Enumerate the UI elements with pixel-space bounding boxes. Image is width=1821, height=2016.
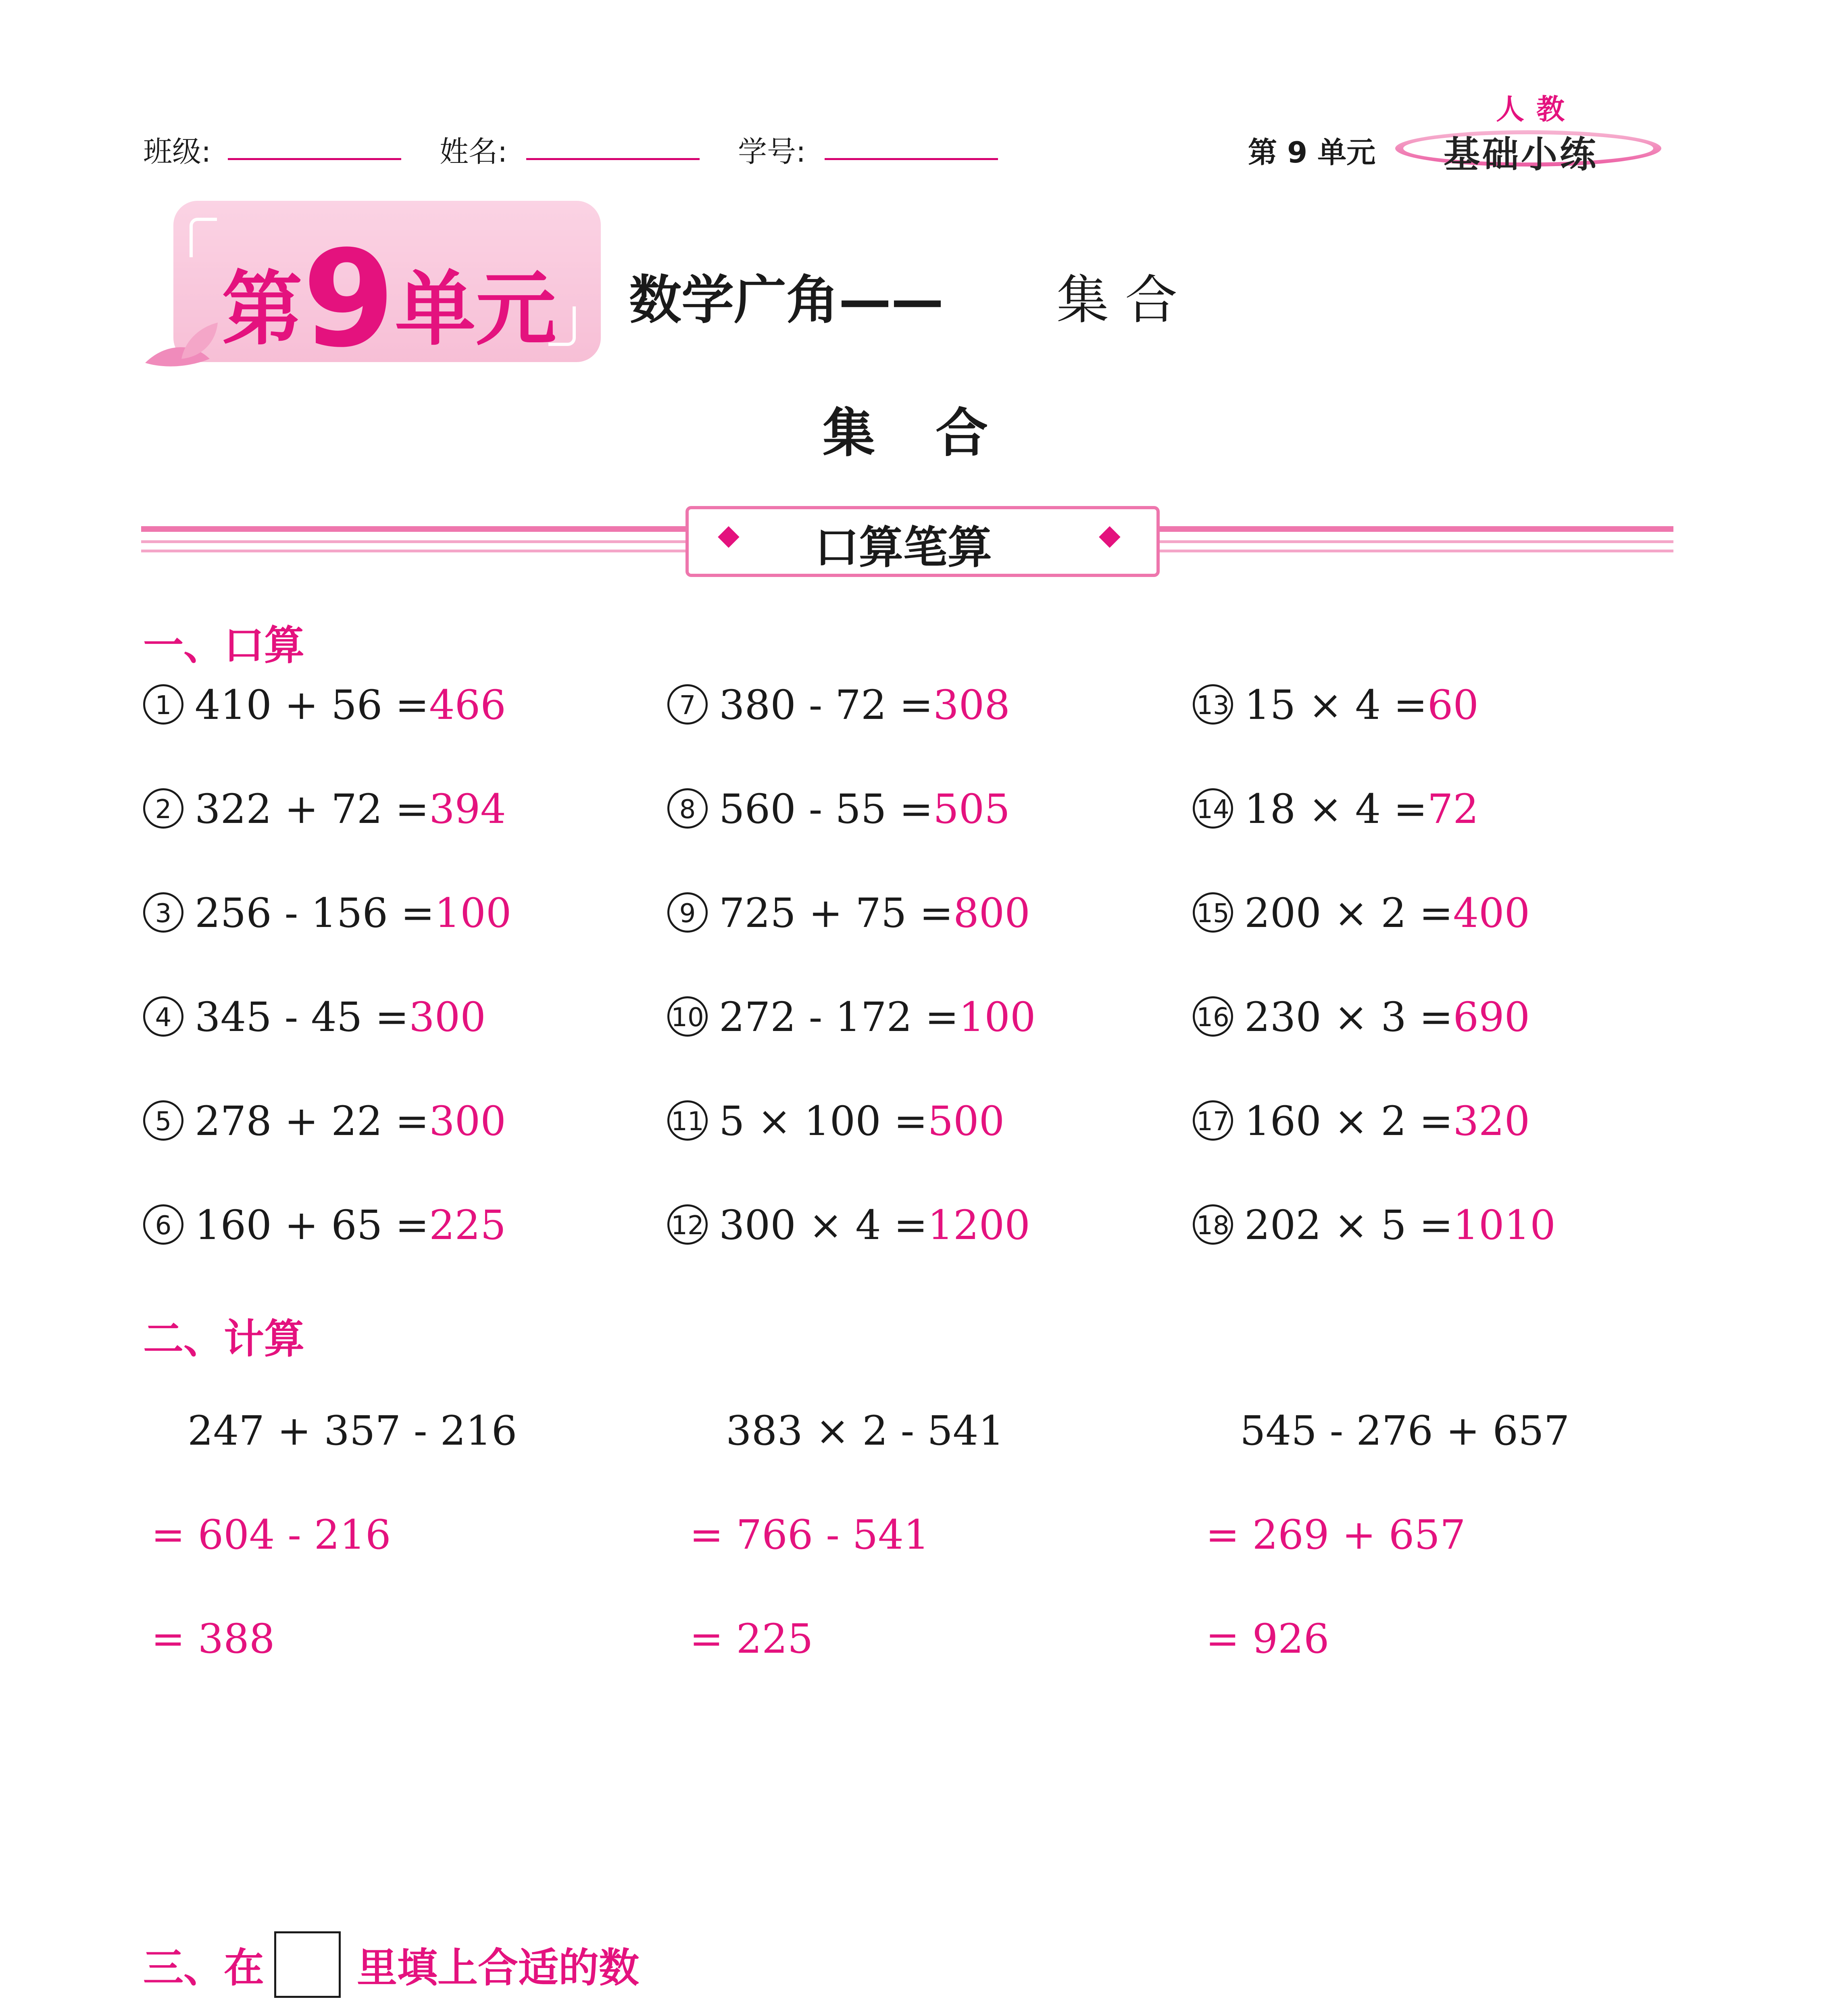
- calc-step: = 926: [1206, 1615, 1329, 1662]
- part3-heading-a: 三、在: [143, 1944, 264, 1991]
- oral-item: 1 410 + 56 =466: [143, 681, 506, 729]
- oral-item: 11 5 × 100 =500: [667, 1098, 1004, 1145]
- oral-answer: 100: [958, 993, 1036, 1041]
- name-field[interactable]: [526, 158, 700, 160]
- banner-number: 9: [302, 222, 395, 377]
- oral-item: 8 560 - 55 =505: [667, 785, 1010, 833]
- diamond-icon: ◆: [1099, 518, 1121, 551]
- series-main-text: 基础小练: [1444, 133, 1598, 176]
- calc-step: = 604 - 216: [151, 1511, 391, 1558]
- oral-answer: 400: [1453, 889, 1530, 937]
- banner-suffix: 单元: [395, 262, 556, 356]
- calc-step: = 225: [690, 1615, 813, 1662]
- oral-answer: 505: [933, 785, 1010, 833]
- calc-expression: 247 + 357 - 216: [188, 1407, 517, 1454]
- oral-item: 15 200 × 2 =400: [1193, 889, 1530, 937]
- calc-step: = 766 - 541: [690, 1511, 929, 1558]
- oral-answer: 1200: [927, 1202, 1030, 1249]
- oral-answer: 800: [953, 889, 1030, 937]
- oral-item: 18 202 × 5 =1010: [1193, 1202, 1556, 1249]
- chapter-subtitle: 集合: [1056, 269, 1194, 331]
- calc-expression: 383 × 2 - 541: [726, 1407, 1004, 1454]
- leaf-icon: [141, 319, 222, 375]
- class-label: 班级:: [143, 135, 211, 169]
- chapter-title: 数学广角——: [629, 269, 944, 331]
- oral-answer: 320: [1453, 1098, 1530, 1145]
- oral-answer: 300: [429, 1098, 506, 1145]
- oral-answer: 466: [429, 681, 506, 729]
- oral-item: 5 278 + 22 =300: [143, 1098, 506, 1145]
- unit-label: 第 9 单元: [1248, 135, 1376, 169]
- calc-step: = 388: [151, 1615, 275, 1662]
- part1-heading: 一、口算: [143, 622, 304, 669]
- oral-item: 12 300 × 4 =1200: [667, 1202, 1030, 1249]
- oral-answer: 500: [927, 1098, 1005, 1145]
- oral-answer: 225: [429, 1202, 506, 1249]
- part2-heading: 二、计算: [143, 1315, 304, 1362]
- oral-item: 14 18 × 4 =72: [1193, 785, 1479, 833]
- lesson-title: 集合: [823, 402, 1049, 464]
- oral-answer: 690: [1453, 993, 1530, 1041]
- banner-unit-title: [222, 214, 556, 377]
- banner-bracket-icon: [190, 218, 217, 257]
- oral-answer: 72: [1427, 785, 1479, 833]
- diamond-icon: ◆: [718, 518, 740, 551]
- oral-answer: 1010: [1453, 1202, 1556, 1249]
- oral-answer: 308: [933, 681, 1010, 729]
- id-field[interactable]: [825, 158, 998, 160]
- oral-item: 7 380 - 72 =308: [667, 681, 1010, 729]
- calc-step: = 269 + 657: [1206, 1511, 1466, 1558]
- oral-answer: 394: [429, 785, 506, 833]
- id-label: 学号:: [738, 135, 806, 169]
- oral-item: 4 345 - 45 =300: [143, 993, 486, 1041]
- oral-item: 13 15 × 4 =60: [1193, 681, 1479, 729]
- oral-item: 3 256 - 156 =100: [143, 889, 512, 937]
- oral-item: 10 272 - 172 =100: [667, 993, 1036, 1041]
- series-small-text: 人教: [1496, 93, 1577, 126]
- calc-expression: 545 - 276 + 657: [1240, 1407, 1570, 1454]
- oral-answer: 100: [434, 889, 512, 937]
- oral-answer: 300: [409, 993, 486, 1041]
- series-badge: [1387, 93, 1669, 176]
- banner-prefix: 第: [222, 262, 303, 356]
- oral-item: 17 160 × 2 =320: [1193, 1098, 1530, 1145]
- name-label: 姓名:: [440, 135, 508, 169]
- oral-item: 2 322 + 72 =394: [143, 785, 506, 833]
- section-title: 口算笔算: [815, 522, 992, 573]
- sample-box-icon: [274, 1931, 341, 1998]
- oral-item: 16 230 × 3 =690: [1193, 993, 1530, 1041]
- class-field[interactable]: [228, 158, 401, 160]
- oral-answer: 60: [1427, 681, 1479, 729]
- oral-item: 6 160 + 65 =225: [143, 1202, 506, 1249]
- oral-item: 9 725 + 75 =800: [667, 889, 1030, 937]
- part3-heading-b: 里填上合适的数: [357, 1944, 639, 1991]
